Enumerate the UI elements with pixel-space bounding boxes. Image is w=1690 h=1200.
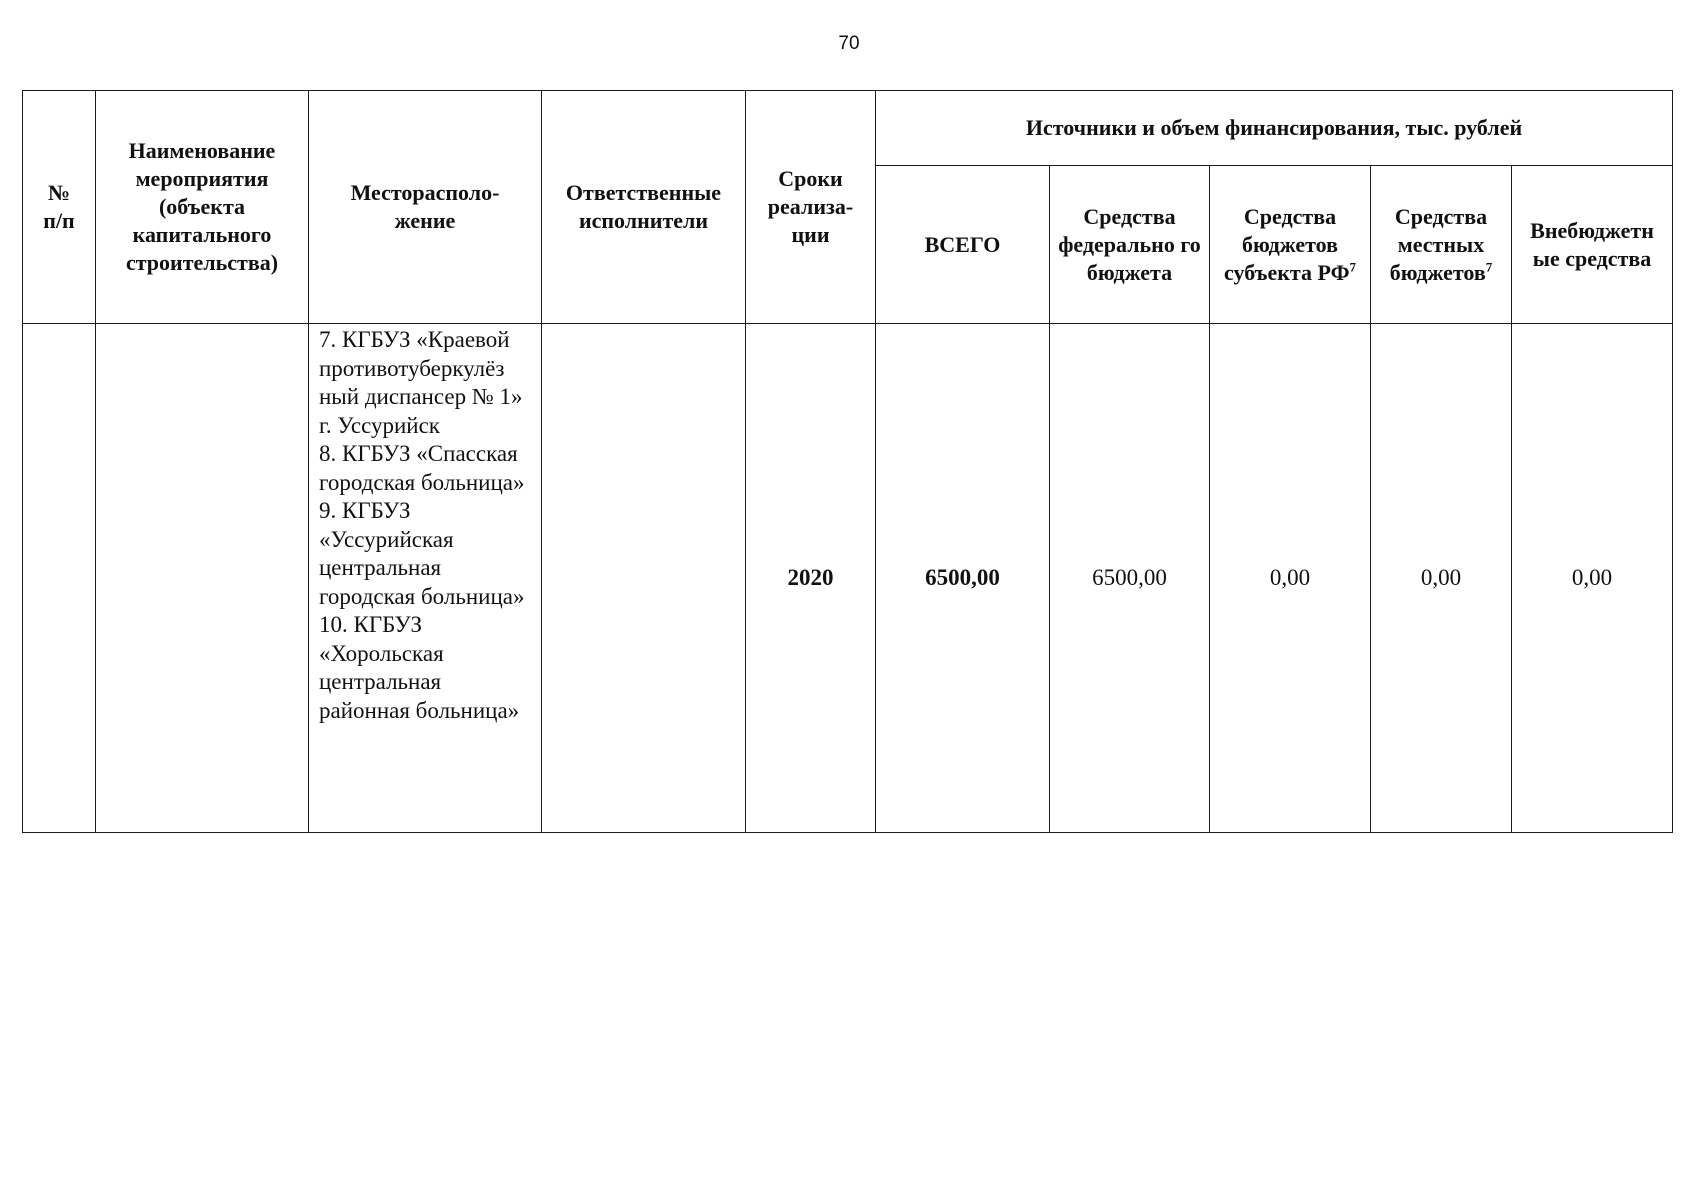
cell-subject: 0,00 xyxy=(1210,324,1371,833)
header-federal: Средства федерально го бюджета xyxy=(1050,166,1210,324)
cell-name xyxy=(96,324,309,833)
header-extra: Внебюджетн ые средства xyxy=(1512,166,1673,324)
header-subject-text: Средства бюджетов субъекта РФ xyxy=(1224,203,1350,285)
cell-responsible xyxy=(542,324,746,833)
header-local-text: Средства местных бюджетов xyxy=(1389,203,1488,285)
header-row-top xyxy=(23,91,1673,166)
header-responsible: Ответственные исполнители xyxy=(542,91,746,324)
header-subject-footnote: 7 xyxy=(1349,259,1356,275)
cell-local: 0,00 xyxy=(1371,324,1512,833)
header-subject xyxy=(1210,166,1371,324)
cell-federal: 6500,00 xyxy=(1050,324,1210,833)
table-row xyxy=(23,324,1673,833)
header-name: Наименование мероприятия (объекта капитального строительства) xyxy=(96,91,309,324)
cell-location: 7. КГБУЗ «Краевой противотуберкулёз ный диспансер № 1» г. Уссурийск 8. КГБУЗ «Спасская городская больница» 9. КГБУЗ «Уссурийская центральная городская больница» 10. КГБУЗ «Хорольская центральная районная больница» xyxy=(309,324,542,833)
page-number: 70 xyxy=(838,33,860,54)
cell-num xyxy=(23,324,96,833)
cell-period: 2020 xyxy=(746,324,876,833)
cell-total: 6500,00 xyxy=(876,324,1050,833)
header-total: ВСЕГО xyxy=(876,166,1050,324)
financing-table xyxy=(22,90,1673,833)
header-funding-group: Источники и объем финансирования, тыс. рублей xyxy=(876,91,1673,166)
header-local xyxy=(1371,166,1512,324)
header-num: № п/п xyxy=(23,91,96,324)
cell-extra: 0,00 xyxy=(1512,324,1673,833)
header-local-footnote: 7 xyxy=(1485,259,1493,275)
header-period: Сроки реализа- ции xyxy=(746,91,876,324)
header-location: Месторасполо- жение xyxy=(309,91,542,324)
